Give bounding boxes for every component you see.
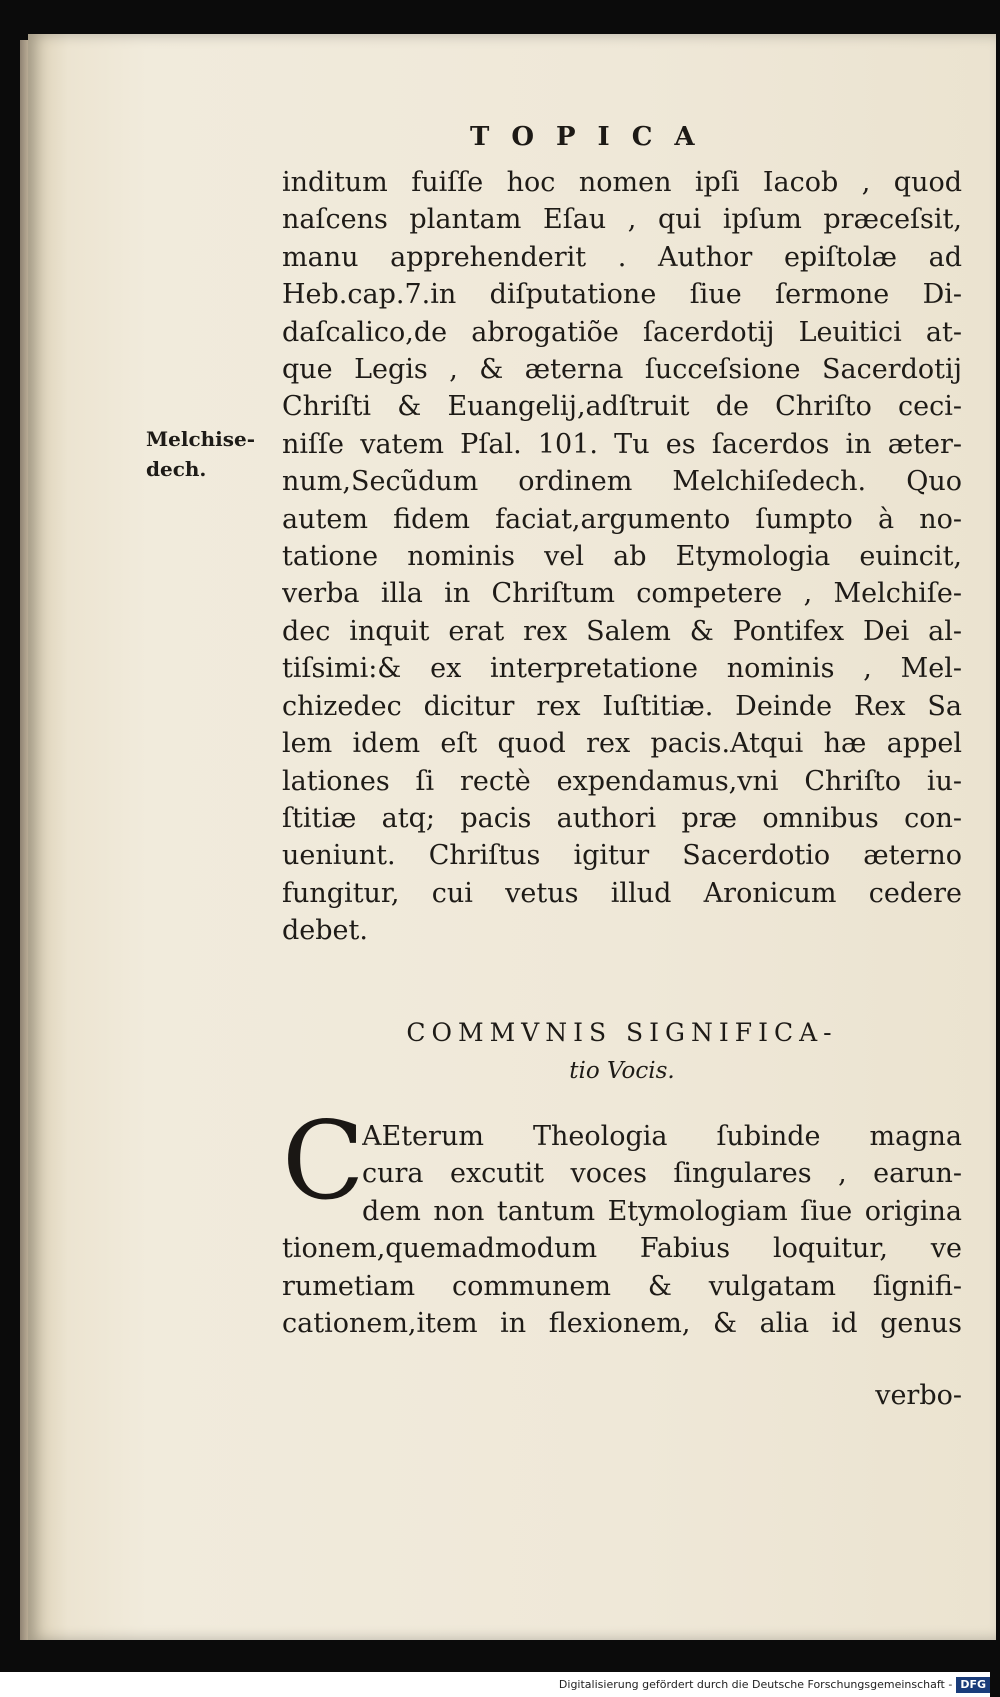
text-line: verba illa in Chriſtum competere , Melchiſe-	[282, 578, 962, 610]
dfg-logo: DFG	[956, 1677, 990, 1693]
text-line: num,Secũdum ordinem Melchiſedech. Quo	[282, 466, 962, 498]
section-subtitle: tio Vocis.	[569, 1058, 675, 1084]
section-title: COMMVNIS SIGNIFICA-	[406, 1018, 838, 1047]
text-line: dec inquit erat rex Salem & Pontifex Dei al-	[282, 615, 962, 647]
text-line: Chriſti & Euangelij,adſtruit de Chriſto ceci-	[282, 391, 962, 423]
text-line: naſcens plantam Eſau , qui ipſum præceſsit,	[282, 204, 962, 236]
text-line: Heb.cap.7.in diſputatione ſiue ſermone Di-	[282, 279, 962, 311]
footer-credit	[0, 1672, 990, 1697]
text-line: inditum fuiſſe hoc nomen ipſi Iacob , quod	[282, 167, 962, 198]
text-line: cura excutit voces ſingulares , earun-	[362, 1158, 962, 1190]
text-line: autem fidem faciat,argumento ſumpto à no-	[282, 503, 962, 535]
footer-text: Digitalisierung gefördert durch die Deutsche Forschungsgemeinschaft -	[558, 1678, 953, 1691]
text-line: ſtitiæ atq; pacis authori præ omnibus con-	[282, 802, 962, 834]
text-line: fungitur, cui vetus illud Aronicum cedere	[282, 877, 962, 909]
text-line: ueniunt. Chriſtus igitur Sacerdotio æterno	[282, 840, 962, 872]
text-line: rumetiam communem & vulgatam ſignifi-	[282, 1270, 962, 1302]
text-line: niſſe vatem Pſal. 101. Tu es ſacerdos in æter-	[282, 428, 962, 460]
margin-note-line-1: Melchise-	[146, 427, 256, 451]
text-line: daſcalico,de abrogatiõe ſacerdotij Leuitici at-	[282, 316, 962, 348]
text-line: que Legis , & æterna ſucceſsione Sacerdotij	[282, 354, 962, 386]
paragraph-2	[282, 1099, 962, 1342]
text-line: dem non tantum Etymologiam ſiue origina	[362, 1195, 962, 1227]
text-line: tatione nominis vel ab Etymologia euincit,	[282, 541, 962, 573]
margin-note-line-2: dech.	[146, 457, 207, 481]
running-header: TOPICA	[470, 122, 717, 152]
text-line: manu apprehenderit . Author epiſtolæ ad	[282, 241, 962, 273]
paragraph-1	[282, 164, 962, 950]
catchword: verbo-	[875, 1380, 962, 1411]
text-line: chizedec dicitur rex Iuſtitiæ. Deinde Rex Sa	[282, 690, 962, 722]
text-line: cationem,item in flexionem, & alia id genus	[282, 1308, 962, 1340]
text-line: AEterum Theologia ſubinde magna	[362, 1121, 962, 1152]
text-line: tionem,quemadmodum Fabius loquitur, ve	[282, 1233, 962, 1265]
text-line: lationes ſi rectè expendamus,vni Chriſto iu-	[282, 765, 962, 797]
text-line: tiſsimi:& ex interpretatione nominis , Mel-	[282, 653, 962, 685]
text-line: debet.	[282, 915, 368, 947]
text-line: lem idem eſt quod rex pacis.Atqui hæ appel	[282, 728, 962, 760]
drop-cap: C	[282, 1099, 365, 1224]
margin-note	[146, 424, 256, 484]
